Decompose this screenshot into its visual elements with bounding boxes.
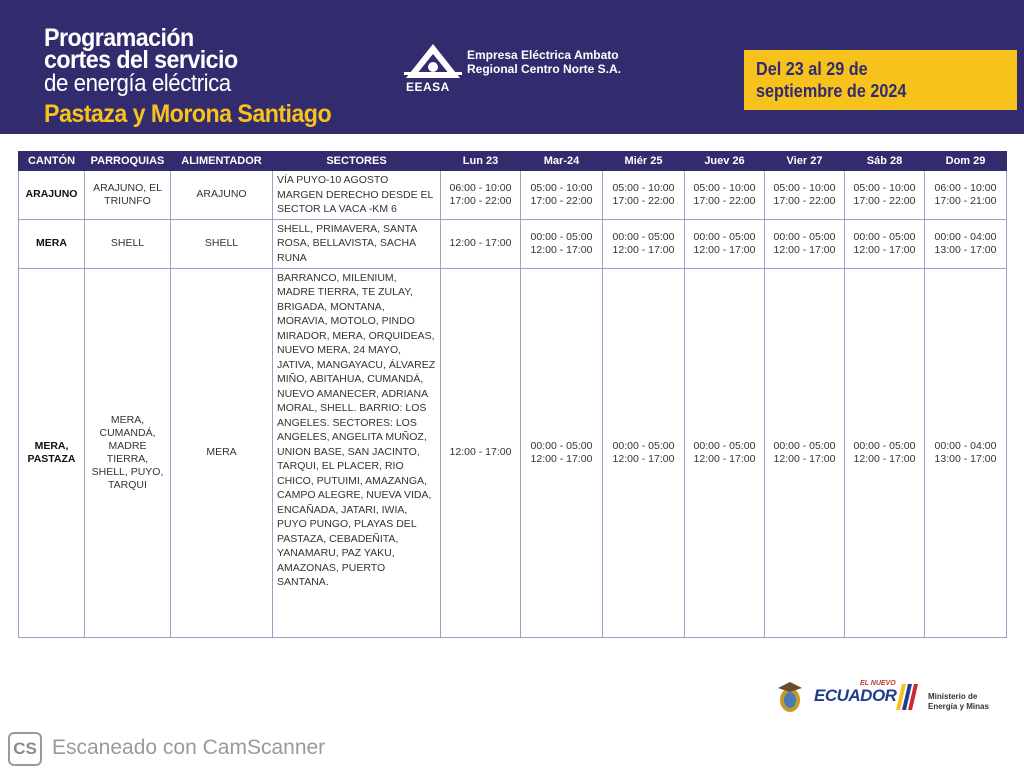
column-header: Juev 26 [685, 152, 765, 171]
column-header: Vier 27 [765, 152, 845, 171]
schedule-cell: 00:00 - 04:00 13:00 - 17:00 [925, 268, 1007, 638]
schedule-cell: 00:00 - 05:00 12:00 - 17:00 [765, 268, 845, 638]
table-row [19, 268, 1007, 638]
schedule-cell: 12:00 - 17:00 [441, 268, 521, 638]
title-line-2: cortes del servicio [44, 46, 238, 74]
column-header: Lun 23 [441, 152, 521, 171]
company-name [467, 48, 621, 76]
ecuador-logo-text: ECUADOR [814, 686, 897, 705]
schedule-cell: 12:00 - 17:00 [441, 219, 521, 268]
column-header: Miér 25 [603, 152, 685, 171]
date-line-2: septiembre de 2024 [756, 81, 907, 101]
schedule-cell: 05:00 - 10:00 17:00 - 22:00 [521, 171, 603, 220]
date-line-1: Del 23 al 29 de [756, 59, 868, 79]
schedule-cell: 06:00 - 10:00 17:00 - 22:00 [441, 171, 521, 220]
flag-stripes-icon [896, 684, 918, 710]
canton-cell: MERA [19, 219, 85, 268]
parroquias-cell: ARAJUNO, EL TRIUNFO [85, 171, 171, 220]
parroquias-cell: MERA, CUMANDÁ, MADRE TIERRA, SHELL, PUYO, TARQUI [85, 268, 171, 638]
camscanner-icon: CS [8, 732, 42, 766]
table-header-row [19, 152, 1007, 171]
table-row [19, 219, 1007, 268]
column-header: ALIMENTADOR [171, 152, 273, 171]
outage-schedule-table [18, 151, 1007, 638]
schedule-cell: 00:00 - 05:00 12:00 - 17:00 [603, 268, 685, 638]
schedule-cell: 05:00 - 10:00 17:00 - 22:00 [845, 171, 925, 220]
logo-text: EEASA [406, 80, 450, 94]
canton-cell: ARAJUNO [19, 171, 85, 220]
company-line-1: Empresa Eléctrica Ambato [467, 48, 619, 62]
ministry-line-1: Ministerio de [928, 692, 978, 701]
schedule-cell: 00:00 - 05:00 12:00 - 17:00 [765, 219, 845, 268]
sectores-cell: SHELL, PRIMAVERA, SANTA ROSA, BELLAVISTA, SACHA RUNA [273, 219, 441, 268]
coat-of-arms-icon [774, 680, 806, 716]
page-title [44, 26, 353, 127]
alimentador-cell: SHELL [171, 219, 273, 268]
title-line-1: Programación [44, 24, 194, 52]
sectores-cell: VÍA PUYO-10 AGOSTO MARGEN DERECHO DESDE EL SECTOR LA VACA -KM 6 [273, 171, 441, 220]
ministry-label [928, 692, 989, 712]
column-header: CANTÓN [19, 152, 85, 171]
schedule-cell: 00:00 - 05:00 12:00 - 17:00 [685, 219, 765, 268]
schedule-cell: 05:00 - 10:00 17:00 - 22:00 [685, 171, 765, 220]
footer-logos [772, 676, 992, 718]
el-nuevo-label: EL NUEVO [860, 680, 896, 687]
schedule-cell: 00:00 - 04:00 13:00 - 17:00 [925, 219, 1007, 268]
table-row [19, 171, 1007, 220]
column-header: Dom 29 [925, 152, 1007, 171]
schedule-cell: 05:00 - 10:00 17:00 - 22:00 [765, 171, 845, 220]
schedule-cell: 05:00 - 10:00 17:00 - 22:00 [603, 171, 685, 220]
title-line-4: Pastaza y Morona Santiago [44, 100, 332, 128]
schedule-cell: 06:00 - 10:00 17:00 - 21:00 [925, 171, 1007, 220]
sectores-cell: BARRANCO, MILENIUM, MADRE TIERRA, TE ZULAY, BRIGADA, MONTANA, MORAVIA, MOTOLO, PINDO MIRADOR, MERA, ORQUIDEAS, NUEVO MERA, 24 MAYO, JATIVA, MANGAYACU, ÁLVAREZ MIÑO, ABITAHUA, CUMANDÁ, NUEVO AMANECER, ADRIANA MORAL, SHELL. BARRIO: LOS ANGELES. SECTORES: LOS ANGELES, ANGELITA MUÑOZ, UNION BASE, SAN JACINTO, TARQUI, EL PLACER, RIO CHICO, PUTUIMI, AMAZANGA, CAMPO ALEGRE, NUEVA VIDA, ENCAÑADA, JATARI, IWIA, PUYO PUNGO, PLAYAS DEL PASTAZA, CEBADEÑITA, YANAMARU, PAZ YAKU, AMAZONAS, PUERTO SANTANA. [273, 268, 441, 638]
camscanner-text: Escaneado con CamScanner [52, 736, 326, 759]
ministry-line-2: Energía y Minas [928, 702, 989, 711]
alimentador-cell: ARAJUNO [171, 171, 273, 220]
parroquias-cell: SHELL [85, 219, 171, 268]
alimentador-cell: MERA [171, 268, 273, 638]
schedule-cell: 00:00 - 05:00 12:00 - 17:00 [521, 219, 603, 268]
canton-cell: MERA, PASTAZA [19, 268, 85, 638]
schedule-cell: 00:00 - 05:00 12:00 - 17:00 [845, 219, 925, 268]
schedule-cell: 00:00 - 05:00 12:00 - 17:00 [845, 268, 925, 638]
company-line-2: Regional Centro Norte S.A. [467, 62, 622, 76]
date-range-badge [744, 50, 1017, 110]
schedule-cell: 00:00 - 05:00 12:00 - 17:00 [685, 268, 765, 638]
column-header: Sáb 28 [845, 152, 925, 171]
column-header: PARROQUIAS [85, 152, 171, 171]
title-line-3: de energía eléctrica [44, 70, 231, 97]
schedule-cell: 00:00 - 05:00 12:00 - 17:00 [603, 219, 685, 268]
schedule-cell: 00:00 - 05:00 12:00 - 17:00 [521, 268, 603, 638]
column-header: SECTORES [273, 152, 441, 171]
column-header: Mar-24 [521, 152, 603, 171]
page-header [0, 0, 1024, 134]
